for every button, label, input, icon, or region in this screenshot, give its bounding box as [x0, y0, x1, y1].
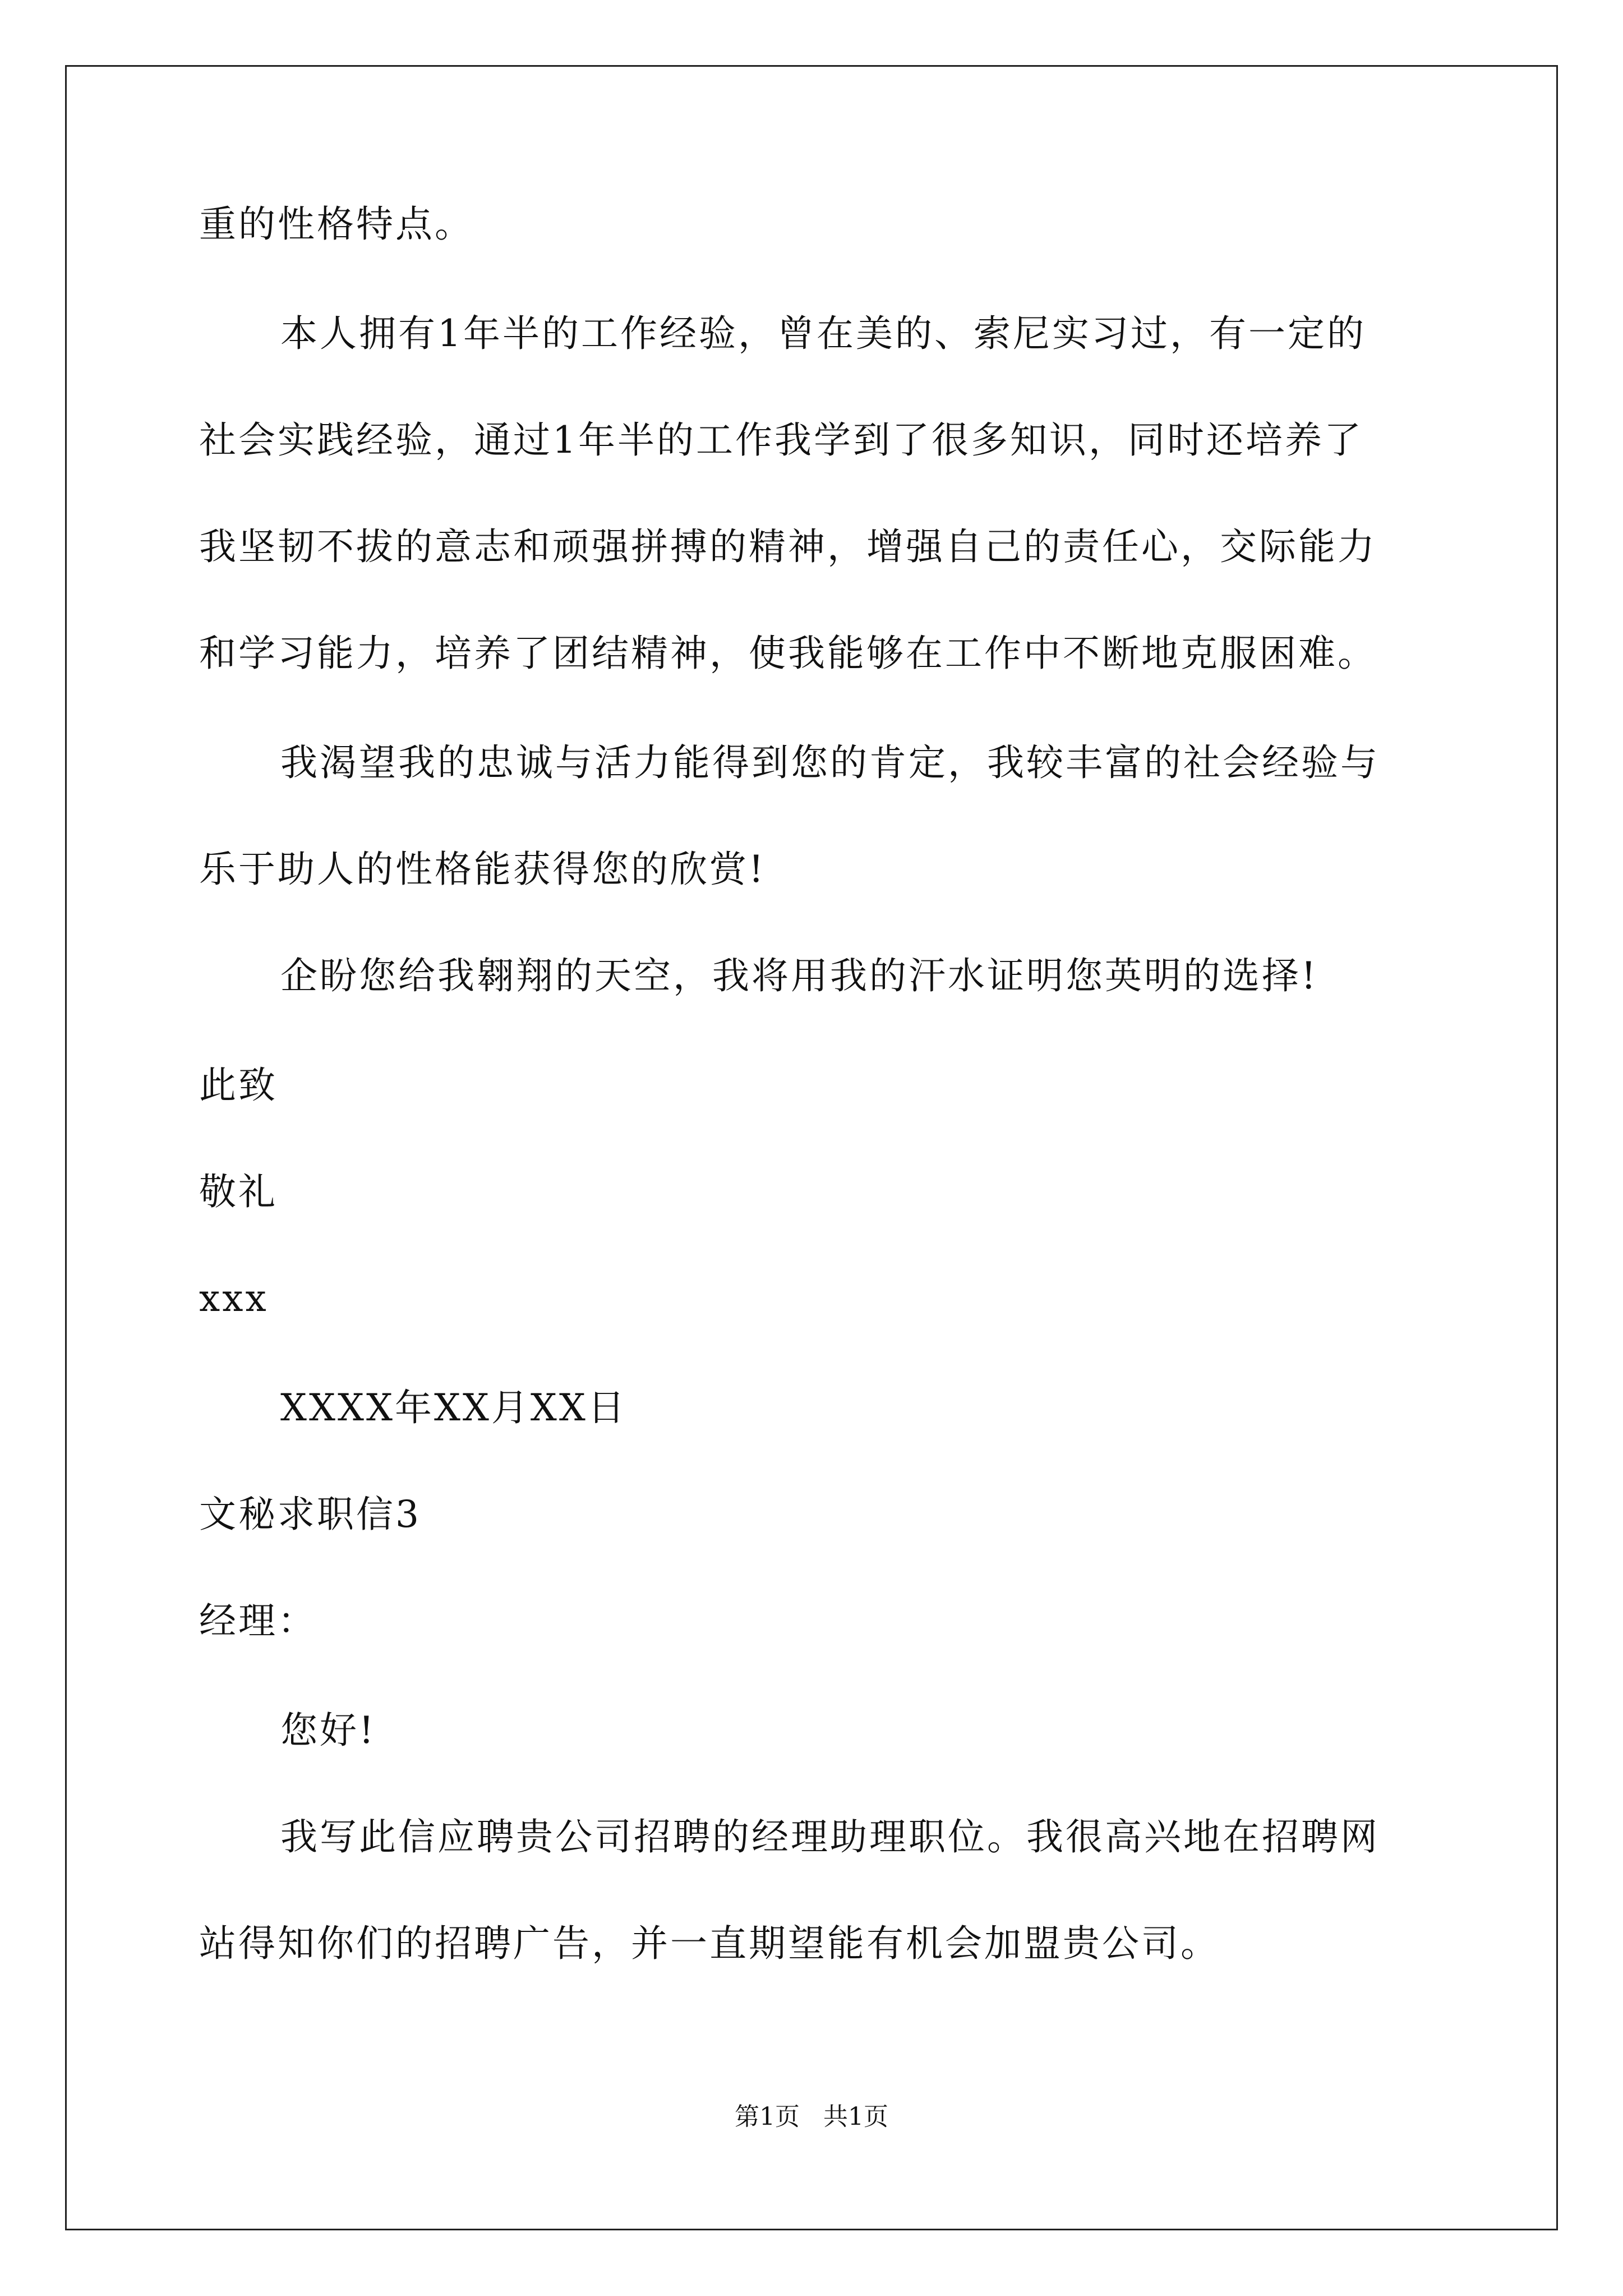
- text-line: 此致: [199, 1064, 278, 1107]
- text-line: 我渴望我的忠诚与活力能得到您的肯定，我较丰富的社会经验与: [280, 741, 1380, 784]
- text-line: 社会实践经验，通过1年半的工作我学到了很多知识，同时还培养了: [199, 418, 1363, 462]
- page-number-footer: 第1页 共1页: [735, 2102, 888, 2131]
- text-line: 重的性格特点。: [199, 203, 474, 246]
- text-line: 企盼您给我翱翔的天空，我将用我的汗水证明您英明的选择!: [280, 954, 1318, 997]
- section-title: 文秘求职信3: [199, 1493, 421, 1536]
- text-line: 本人拥有1年半的工作经验，曾在美的、索尼实习过，有一定的: [280, 312, 1366, 355]
- text-line: xxx: [199, 1277, 269, 1320]
- text-line: 敬礼: [199, 1170, 278, 1213]
- text-line: 和学习能力，培养了团结精神，使我能够在工作中不断地克服困难。: [199, 632, 1377, 675]
- text-line: 我写此信应聘贵公司招聘的经理助理职位。我很高兴地在招聘网: [280, 1815, 1380, 1858]
- page-border: [65, 65, 1558, 2230]
- salutation: 经理：: [199, 1599, 317, 1642]
- text-line: 站得知你们的招聘广告，并一直期望能有机会加盟贵公司。: [199, 1922, 1220, 1965]
- greeting: 您好!: [280, 1709, 376, 1752]
- date-line: XXXX年XX月XX日: [280, 1386, 627, 1429]
- text-line: 我坚韧不拔的意志和顽强拼搏的精神，增强自己的责任心，交际能力: [199, 525, 1377, 568]
- text-line: 乐于助人的性格能获得您的欣赏!: [199, 848, 766, 891]
